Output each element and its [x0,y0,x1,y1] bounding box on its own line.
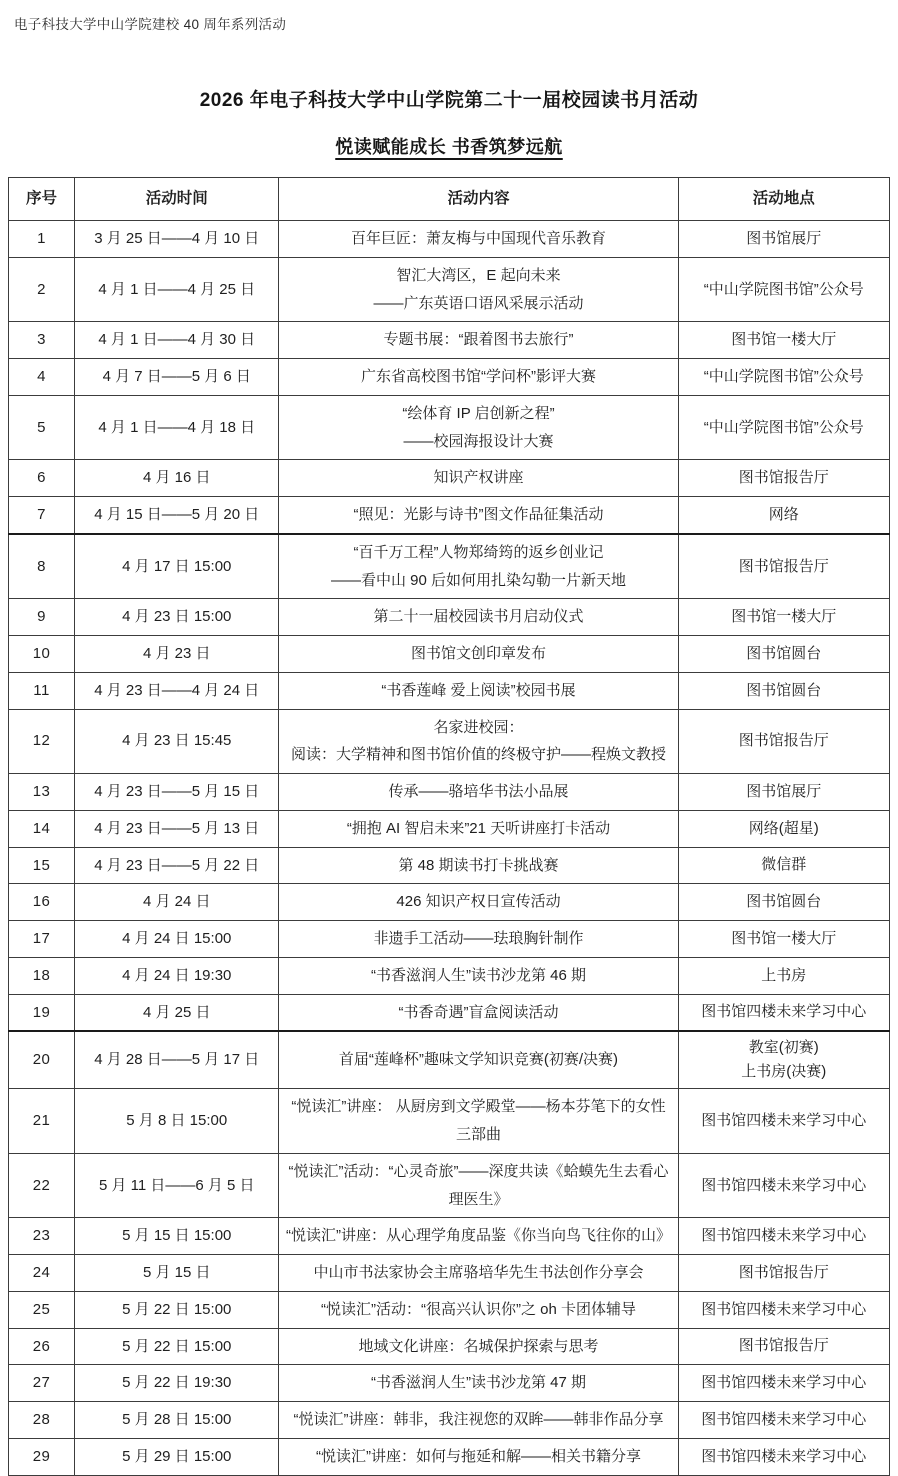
row-number-cell: 4 [9,359,75,396]
location-line: 图书馆报告厅 [738,732,829,750]
table-row [9,1089,890,1154]
location-line: 图书馆四楼未来学习中心 [701,1176,867,1194]
location-line: 网络(超星) [748,819,819,837]
content-line: 专题书展：“跟着图书去旅行” [383,331,574,349]
location-cell [678,460,889,497]
content-line: 传承——骆培华书法小品展 [388,783,569,800]
content-line: ——校园海报设计大赛 [403,432,554,450]
location-cell [678,497,889,534]
location-line: 图书馆四楼未来学习中心 [701,1410,867,1428]
content-cell [279,257,678,322]
content-cell [279,847,678,884]
table-row [9,221,890,258]
location-cell [678,810,889,847]
content-cell [279,672,678,709]
row-number-cell: 29 [9,1438,75,1475]
content-cell [279,921,678,958]
time-cell: 4 月 24 日 19:30 [75,957,279,994]
time-cell: 5 月 15 日 [75,1255,279,1292]
location-cell [678,636,889,673]
time-cell: 4 月 23 日——5 月 13 日 [75,810,279,847]
location-cell [678,395,889,460]
row-number-cell: 10 [9,636,75,673]
content-cell [279,774,678,811]
content-line: “悦读汇”讲座：从心理学角度品鉴《你当向鸟飞往你的山》 [285,1227,671,1245]
row-number-cell: 24 [9,1255,75,1292]
row-number-cell: 9 [9,599,75,636]
content-line: ——看中山 90 后如何用扎染勾勒一片新天地 [330,571,626,589]
content-cell [279,1255,678,1292]
location-line: 图书馆四楼未来学习中心 [701,1112,867,1129]
content-line: 智汇大湾区，E 起向未来 [396,266,561,284]
location-line: 图书馆报告厅 [738,469,829,487]
table-row [9,672,890,709]
content-cell [279,359,678,396]
location-line: 图书馆四楼未来学习中心 [701,1300,867,1318]
col-header-index: 序号 [9,178,75,221]
content-line: 百年巨匠：萧友梅与中国现代音乐教育 [350,230,606,247]
location-line: 图书馆报告厅 [738,557,829,575]
location-cell [678,1365,889,1402]
row-number-cell: 6 [9,460,75,497]
content-cell [279,221,678,258]
content-cell [279,957,678,994]
row-number-cell: 26 [9,1328,75,1365]
page-subtitle [0,133,898,159]
content-cell [279,1218,678,1255]
content-line: “书香奇遇”盲盒阅读活动 [398,1003,559,1021]
location-line: 图书馆一楼大厅 [731,608,837,626]
location-line: 图书馆报告厅 [738,1263,829,1281]
table-row [9,1218,890,1255]
row-number-cell: 25 [9,1291,75,1328]
content-line: 阅读：大学精神和图书馆价值的终极守护——程焕文教授 [290,746,666,764]
table-row [9,1291,890,1328]
time-cell: 4 月 23 日——4 月 24 日 [75,672,279,709]
content-line: “书香滋润人生”读书沙龙第 47 期 [370,1374,586,1392]
location-cell [678,1089,889,1154]
page-title: 2026 年电子科技大学中山学院第二十一届校园读书月活动 [199,90,699,111]
location-cell [678,1328,889,1365]
time-cell: 5 月 22 日 15:00 [75,1328,279,1365]
content-line: 第 48 期读书打卡挑战赛 [398,856,559,874]
time-cell: 4 月 23 日 15:45 [75,709,279,774]
time-cell: 4 月 23 日 15:00 [75,599,279,636]
table-row [9,957,890,994]
time-cell: 4 月 23 日 [75,636,279,673]
series-note: 电子科技大学中山学院建校 40 周年系列活动 [14,17,287,32]
content-cell [279,1328,678,1365]
content-line: “悦读汇”讲座：如何与拖延和解——相关书籍分享 [315,1447,641,1465]
time-cell: 4 月 17 日 15:00 [75,534,279,599]
row-number-cell: 2 [9,257,75,322]
table-row [9,636,890,673]
row-number-cell: 23 [9,1218,75,1255]
table-row [9,534,890,599]
col-header-time: 活动时间 [75,178,279,221]
content-line: 首届“莲峰杯”趣味文学知识竞赛(初赛/决赛) [338,1051,619,1069]
content-line: “悦读汇”活动：“心灵奇旅”——深度共读《蛤蟆先生去看心理医生》 [288,1162,669,1208]
time-cell: 4 月 7 日——5 月 6 日 [75,359,279,396]
content-cell [279,460,678,497]
location-line: “中山学院图书馆”公众号 [703,418,864,436]
location-line: 教室(初赛) [748,1039,819,1057]
table-row [9,1153,890,1218]
table-row [9,395,890,460]
table-row [9,1365,890,1402]
table-row [9,257,890,322]
location-cell [678,672,889,709]
activity-schedule-table [8,177,890,1476]
time-cell: 4 月 16 日 [75,460,279,497]
time-cell: 4 月 25 日 [75,994,279,1031]
row-number-cell: 13 [9,774,75,811]
location-line: 图书馆一楼大厅 [731,331,837,349]
location-line: 图书馆四楼未来学习中心 [701,1374,867,1392]
row-number-cell: 28 [9,1402,75,1439]
content-line: 图书馆文创印章发布 [410,645,546,662]
time-cell: 4 月 23 日——5 月 15 日 [75,774,279,811]
content-cell [279,1291,678,1328]
content-line: “照见：光影与诗书”图文作品征集活动 [353,506,604,523]
row-number-cell: 18 [9,957,75,994]
col-header-location: 活动地点 [678,178,889,221]
location-cell [678,1438,889,1475]
location-cell [678,534,889,599]
time-cell: 5 月 15 日 15:00 [75,1218,279,1255]
table-row [9,497,890,534]
location-line: “中山学院图书馆”公众号 [703,280,864,298]
time-cell: 4 月 1 日——4 月 30 日 [75,322,279,359]
table-row [9,884,890,921]
time-cell: 3 月 25 日——4 月 10 日 [75,221,279,258]
row-number-cell: 3 [9,322,75,359]
table-row [9,322,890,359]
time-cell: 4 月 23 日——5 月 22 日 [75,847,279,884]
time-cell: 5 月 22 日 19:30 [75,1365,279,1402]
location-line: 图书馆圆台 [746,893,822,911]
location-line: 图书馆展厅 [746,229,822,247]
content-cell [279,1031,678,1089]
content-cell [279,395,678,460]
location-cell [678,1255,889,1292]
content-cell [279,497,678,534]
location-cell [678,921,889,958]
location-cell [678,359,889,396]
content-line: 广东省高校图书馆“学问杯”影评大赛 [360,368,596,385]
content-line: “拥抱 AI 智启未来”21 天听讲座打卡活动 [346,819,611,837]
content-line: 地域文化讲座：名城保护探索与思考 [358,1337,599,1355]
content-line: 知识产权讲座 [433,469,524,487]
location-line: 图书馆圆台 [746,644,822,662]
time-cell: 4 月 15 日——5 月 20 日 [75,497,279,534]
content-line: “悦读汇”讲座： 从厨房到文学殿堂——杨本芬笔下的女性三部曲 [291,1098,666,1143]
location-line: 图书馆报告厅 [738,1337,829,1355]
table-row [9,460,890,497]
table-row [9,709,890,774]
table-row [9,994,890,1031]
content-line: “悦读汇”活动：“很高兴认识你”之 oh 卡团体辅导 [320,1300,636,1318]
location-line: “中山学院图书馆”公众号 [703,367,864,385]
content-cell [279,1438,678,1475]
content-cell [279,810,678,847]
location-line: 图书馆四楼未来学习中心 [701,1227,867,1245]
content-cell [279,322,678,359]
location-cell [678,957,889,994]
row-number-cell: 11 [9,672,75,709]
location-line: 图书馆展厅 [746,782,822,800]
time-cell: 4 月 24 日 [75,884,279,921]
time-cell: 5 月 28 日 15:00 [75,1402,279,1439]
location-line: 微信群 [761,856,807,874]
table-row [9,774,890,811]
row-number-cell: 20 [9,1031,75,1089]
header-row [9,178,890,221]
table-body [9,221,890,1476]
table-row [9,599,890,636]
row-number-cell: 27 [9,1365,75,1402]
time-cell: 5 月 22 日 15:00 [75,1291,279,1328]
content-cell [279,709,678,774]
table-header [9,178,890,221]
content-cell [279,1089,678,1154]
row-number-cell: 17 [9,921,75,958]
content-line: “百千万工程”人物郑绮筠的返乡创业记 [353,543,604,561]
location-line: 网络 [768,505,799,523]
content-cell [279,1153,678,1218]
table-row [9,1438,890,1475]
location-cell [678,774,889,811]
row-number-cell: 22 [9,1153,75,1218]
row-number-cell: 16 [9,884,75,921]
content-line: “书香滋润人生”读书沙龙第 46 期 [370,966,586,984]
content-line: “悦读汇”讲座：韩非，我注视您的双眸——韩非作品分享 [293,1411,664,1428]
table-row [9,1031,890,1089]
content-cell [279,884,678,921]
location-cell [678,221,889,258]
content-line: 第二十一届校园读书月启动仪式 [373,608,584,626]
location-line: 图书馆四楼未来学习中心 [701,1447,867,1465]
location-line: 上书房(决赛) [741,1063,827,1081]
row-number-cell: 19 [9,994,75,1031]
location-cell [678,599,889,636]
row-number-cell: 5 [9,395,75,460]
location-cell [678,1031,889,1089]
content-cell [279,636,678,673]
table-row [9,359,890,396]
content-line: 非遗手工活动——珐琅胸针制作 [373,930,584,947]
table-row [9,921,890,958]
content-line: “绘体育 IP 启创新之程” [402,404,555,422]
location-cell [678,1291,889,1328]
col-header-content: 活动内容 [279,178,678,221]
location-cell [678,847,889,884]
row-number-cell: 14 [9,810,75,847]
location-cell [678,322,889,359]
content-cell [279,1402,678,1439]
time-cell: 4 月 28 日——5 月 17 日 [75,1031,279,1089]
location-cell [678,1218,889,1255]
row-number-cell: 21 [9,1089,75,1154]
content-line: 426 知识产权日宣传活动 [396,893,561,911]
row-number-cell: 15 [9,847,75,884]
location-cell [678,884,889,921]
time-cell: 5 月 29 日 15:00 [75,1438,279,1475]
content-line: “书香莲峰 爱上阅读”校园书展 [381,681,576,699]
time-cell: 4 月 24 日 15:00 [75,921,279,958]
table-row [9,847,890,884]
content-line: 名家进校园： [433,718,524,736]
content-line: 中山市书法家协会主席骆培华先生书法创作分享会 [313,1264,644,1281]
table-row [9,810,890,847]
row-number-cell: 1 [9,221,75,258]
table-row [9,1255,890,1292]
table-row [9,1328,890,1365]
content-cell [279,599,678,636]
page-subtitle-text: 悦读赋能成长 书香筑梦远航 [335,137,563,157]
content-line: ——广东英语口语风采展示活动 [373,294,584,312]
location-line: 图书馆四楼未来学习中心 [701,1003,867,1021]
location-cell [678,709,889,774]
content-cell [279,994,678,1031]
row-number-cell: 12 [9,709,75,774]
time-cell: 5 月 11 日——6 月 5 日 [75,1153,279,1218]
location-cell [678,257,889,322]
location-line: 图书馆圆台 [746,681,822,699]
content-cell [279,534,678,599]
location-line: 上书房 [761,966,807,984]
location-line: 图书馆一楼大厅 [731,929,837,947]
location-cell [678,1402,889,1439]
content-cell [279,1365,678,1402]
time-cell: 4 月 1 日——4 月 18 日 [75,395,279,460]
table-row [9,1402,890,1439]
location-cell [678,1153,889,1218]
row-number-cell: 8 [9,534,75,599]
row-number-cell: 7 [9,497,75,534]
time-cell: 5 月 8 日 15:00 [75,1089,279,1154]
location-cell [678,994,889,1031]
time-cell: 4 月 1 日——4 月 25 日 [75,257,279,322]
